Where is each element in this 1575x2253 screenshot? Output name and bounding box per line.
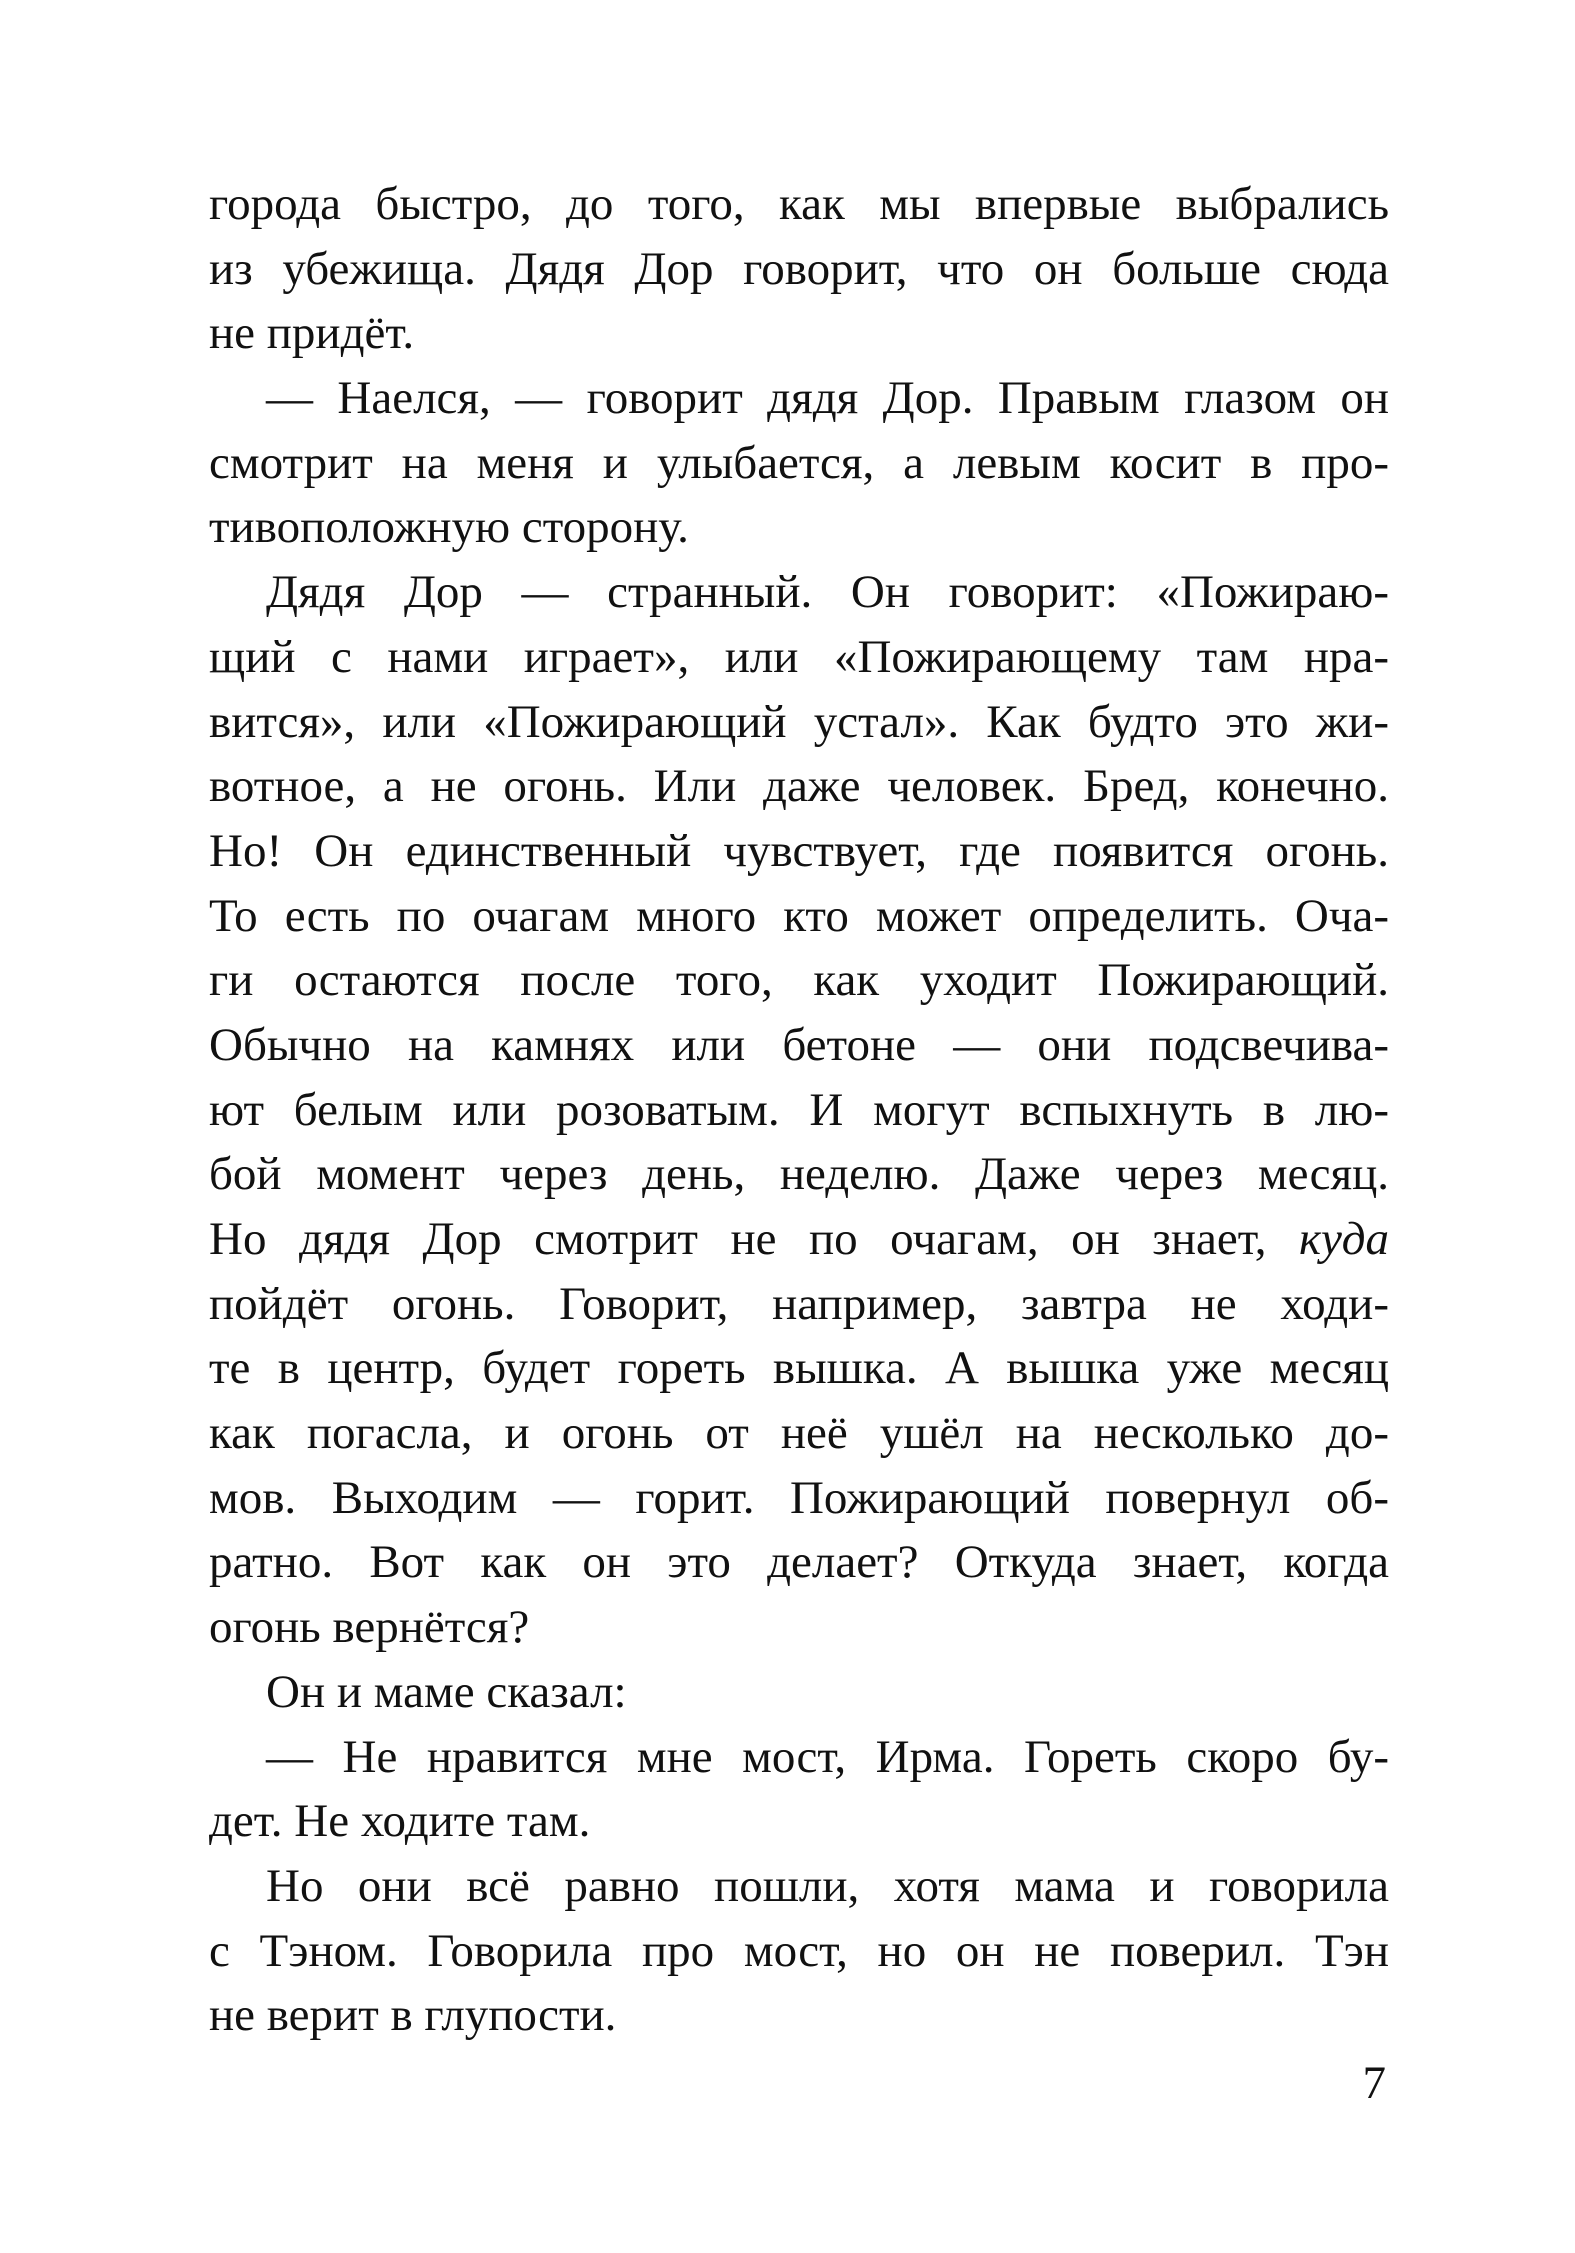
text-line: пойдёт огонь. Говорит, например, завтра не ходи- bbox=[209, 1277, 1389, 1330]
text-line: вотное, а не огонь. Или даже человек. Бред, конечно. bbox=[209, 760, 1389, 813]
text-line: вится», или «Пожирающий устал». Как будто это жи- bbox=[209, 695, 1389, 748]
text-line: мов. Выходим — горит. Пожирающий повернул об- bbox=[209, 1471, 1389, 1524]
text-line: То есть по очагам много кто может определить. Оча- bbox=[209, 889, 1389, 942]
text-line: Но они всё равно пошли, хотя мама и говорила bbox=[266, 1859, 1389, 1912]
text-line: дет. Не ходите там. bbox=[209, 1795, 591, 1848]
text-line: как погасла, и огонь от неё ушёл на несколько до- bbox=[209, 1407, 1389, 1460]
text-line: города быстро, до того, как мы впервые выбрались bbox=[209, 178, 1389, 230]
text-line: Обычно на камнях или бетоне — они подсвечива- bbox=[209, 1018, 1389, 1071]
text-segment: Но дядя Дор смотрит не по очагам, он знает, bbox=[209, 1213, 1300, 1265]
text-line: не придёт. bbox=[209, 307, 415, 360]
body-text bbox=[209, 172, 1389, 2048]
text-line: ги остаются после того, как уходит Пожирающий. bbox=[209, 954, 1389, 1007]
text-line: Он и маме сказал: bbox=[266, 1665, 627, 1718]
text-line: не верит в глупости. bbox=[209, 1989, 617, 2042]
text-line: — Наелся, — говорит дядя Дор. Правым глазом он bbox=[266, 372, 1389, 425]
text-line: из убежища. Дядя Дор говорит, что он больше сюда bbox=[209, 242, 1389, 295]
italic-word: куда bbox=[1299, 1213, 1389, 1265]
text-line: ют белым или розоватым. И могут вспыхнуть в лю- bbox=[209, 1083, 1389, 1136]
text-line: тивоположную сторону. bbox=[209, 501, 689, 554]
text-line: ратно. Вот как он это делает? Откуда знает, когда bbox=[209, 1536, 1389, 1589]
text-line: Но! Он единственный чувствует, где появится огонь. bbox=[209, 824, 1389, 877]
page-number: 7 bbox=[1362, 2057, 1386, 2109]
text-line: с Тэном. Говорила про мост, но он не поверил. Тэн bbox=[209, 1924, 1389, 1977]
text-line: огонь вернётся? bbox=[209, 1601, 530, 1654]
text-line: — Не нравится мне мост, Ирма. Гореть скоро бу- bbox=[266, 1730, 1389, 1783]
text-line: щий с нами играет», или «Пожирающему там нра- bbox=[209, 630, 1389, 683]
text-line: те в центр, будет гореть вышка. А вышка уже месяц bbox=[209, 1342, 1389, 1395]
text-line-with-italic bbox=[209, 1207, 1389, 1272]
text-line: смотрит на меня и улыбается, а левым косит в про- bbox=[209, 436, 1389, 489]
text-line: Дядя Дор — странный. Он говорит: «Пожираю- bbox=[266, 566, 1389, 619]
text-line: бой момент через день, неделю. Даже через месяц. bbox=[209, 1148, 1389, 1201]
